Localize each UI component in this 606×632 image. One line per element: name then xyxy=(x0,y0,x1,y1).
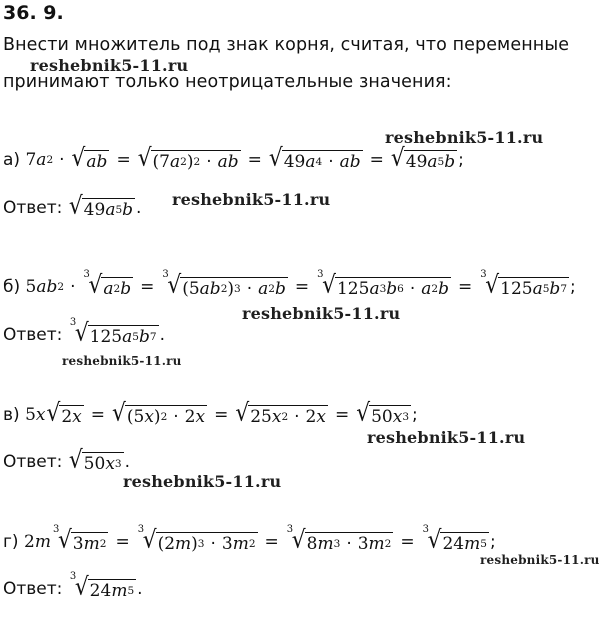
item-label-g: г) xyxy=(3,532,19,552)
answer-label: Ответ: xyxy=(3,452,63,472)
watermark: reshebnik5-11.ru xyxy=(30,56,189,75)
answer-label: Ответ: xyxy=(3,198,63,218)
task-text-line-2: принимают только неотрицательные значения: xyxy=(3,72,452,92)
equation-g: г) 2 m 3 √ 3 m 2 = 3 √ (2 m ) 3 · 3 m 2 = 3 √ 8 m 3 · 3 m 2 = 3 √ 24 m 5 ; xyxy=(3,524,496,555)
watermark: reshebnik5-11.ru xyxy=(480,553,600,567)
answer-label: Ответ: xyxy=(3,579,63,599)
answer-b: Ответ: 3 √ 125 a 5 b 7 . xyxy=(3,317,165,348)
equation-b: б) 5 ab 2 · 3 √ a 2 b = 3 √ (5 ab 2 ) 3 · a 2 b = 3 √ 125 a 3 b 6 · a 2 b = 3 √ 125 a 5 b 7 ; xyxy=(3,269,576,300)
answer-v: Ответ: √ 50 x 3 . xyxy=(3,446,131,475)
watermark: reshebnik5-11.ru xyxy=(123,472,282,491)
watermark: reshebnik5-11.ru xyxy=(172,190,331,209)
item-label-a: а) xyxy=(3,150,21,170)
answer-label: Ответ: xyxy=(3,325,63,345)
task-text-line-1: Внести множитель под знак корня, считая, что переменные xyxy=(3,35,570,55)
equation-v: в) 5 x √ 2 x = √ (5 x ) 2 · 2 x = √ 25 x 2 · 2 x = √ 50 x 3 ; xyxy=(3,399,418,428)
item-label-b: б) xyxy=(3,277,21,297)
watermark: reshebnik5-11.ru xyxy=(367,428,526,447)
item-label-v: в) xyxy=(3,405,20,425)
watermark: reshebnik5-11.ru xyxy=(242,304,401,323)
exercise-number: 36. 9. xyxy=(3,2,64,24)
watermark: reshebnik5-11.ru xyxy=(385,128,544,147)
answer-g: Ответ: 3 √ 24 m 5 . xyxy=(3,571,143,602)
answer-a: Ответ: √ 49 a 5 b . xyxy=(3,192,142,221)
watermark: reshebnik5-11.ru xyxy=(62,354,182,368)
equation-a: а) 7 a 2 · √ ab = √ (7 a 2 ) 2 · ab = √ 49 a 4 · ab = √ 49 a 5 b ; xyxy=(3,144,464,173)
